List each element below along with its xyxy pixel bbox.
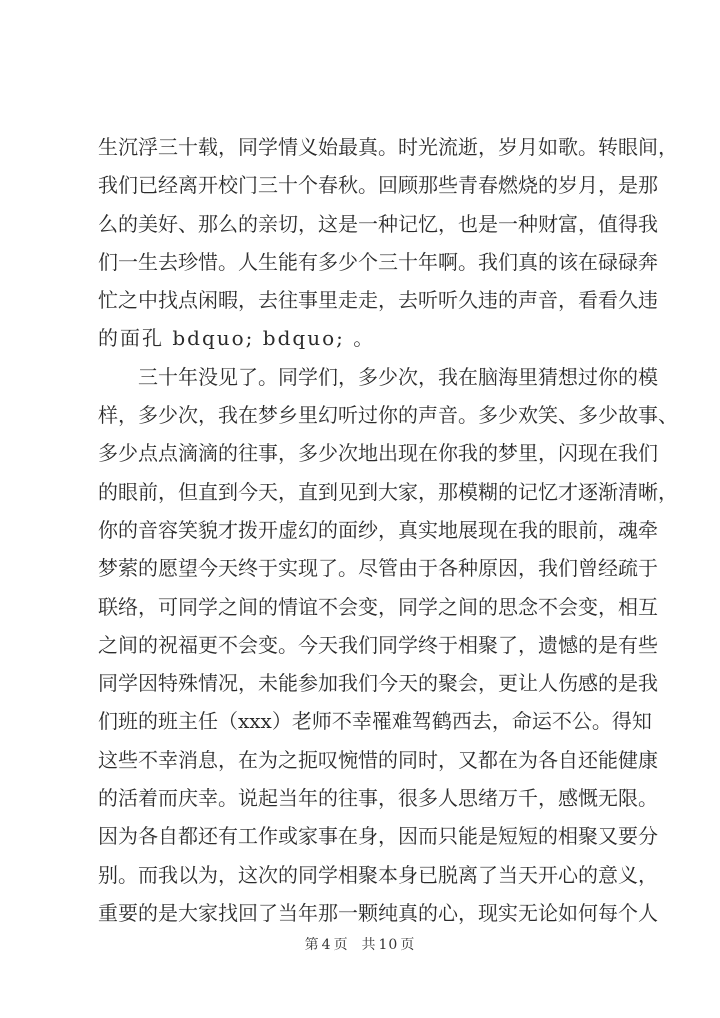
page-label-suffix: 页 <box>333 937 349 953</box>
text-line: 重要的是大家找回了当年那一颗纯真的心，现实无论如何每个人 <box>98 900 658 925</box>
text-line: 多少点点滴滴的往事，多少次地出现在你我的梦里，闪现在我们 <box>98 441 658 466</box>
paragraph-1 <box>98 128 678 358</box>
total-label-prefix: 共 <box>361 937 377 953</box>
text-line: 的面孔 bdquo; bdquo; 。 <box>98 326 376 351</box>
document-body <box>98 128 678 932</box>
text-line: 你的音容笑貌才拨开虚幻的面纱，真实地展现在我的眼前，魂牵 <box>98 517 658 542</box>
text-line: 们班的班主任（xxx）老师不幸罹难驾鹤西去，命运不公。得知 <box>98 709 652 734</box>
text-line: 因为各自都还有工作或家事在身，因而只能是短短的相聚又要分 <box>98 824 658 849</box>
text-line: 样，多少次，我在梦乡里幻听过你的声音。多少欢笑、多少故事、 <box>98 403 678 428</box>
total-pages-number: 10 <box>378 937 399 953</box>
text-line-indented: 三十年没见了。同学们，多少次，我在脑海里猜想过你的模 <box>138 364 658 389</box>
text-line: 我们已经离开校门三十个春秋。回顾那些青春燃烧的岁月，是那 <box>98 173 658 198</box>
text-line: 的活着而庆幸。说起当年的往事，很多人思绪万千，感慨无限。 <box>98 786 658 811</box>
text-line: 们一生去珍惜。人生能有多少个三十年啊。我们真的该在碌碌奔 <box>98 249 658 274</box>
text-line: 生沉浮三十载，同学情义始最真。时光流逝，岁月如歌。转眼间， <box>98 135 678 159</box>
text-line: 之间的祝福更不会变。今天我们同学终于相聚了，遗憾的是有些 <box>98 632 658 657</box>
text-line: 的眼前，但直到今天，直到见到大家，那模糊的记忆才逐渐清晰， <box>98 479 678 504</box>
text-line: 梦萦的愿望今天终于实现了。尽管由于各种原因，我们曾经疏于 <box>98 556 658 581</box>
paragraph-2 <box>98 358 678 932</box>
page-label-prefix: 第 <box>304 937 320 953</box>
text-line: 这些不幸消息，在为之扼叹惋惜的同时，又都在为各自还能健康 <box>98 747 658 772</box>
text-line: 别。而我以为，这次的同学相聚本身已脱离了当天开心的意义， <box>98 862 658 887</box>
text-line: 同学因特殊情况，未能参加我们今天的聚会，更让人伤感的是我 <box>98 671 658 696</box>
total-label-suffix: 页 <box>400 937 416 953</box>
text-line: 联络，可同学之间的情谊不会变，同学之间的思念不会变，相互 <box>98 594 658 619</box>
text-line: 忙之中找点闲暇，去往事里走走，去听听久违的声音，看看久违 <box>98 288 658 313</box>
page-number-footer <box>0 934 720 954</box>
text-line: 么的美好、那么的亲切，这是一种记忆，也是一种财富，值得我 <box>98 211 658 236</box>
current-page-number: 4 <box>321 937 332 953</box>
